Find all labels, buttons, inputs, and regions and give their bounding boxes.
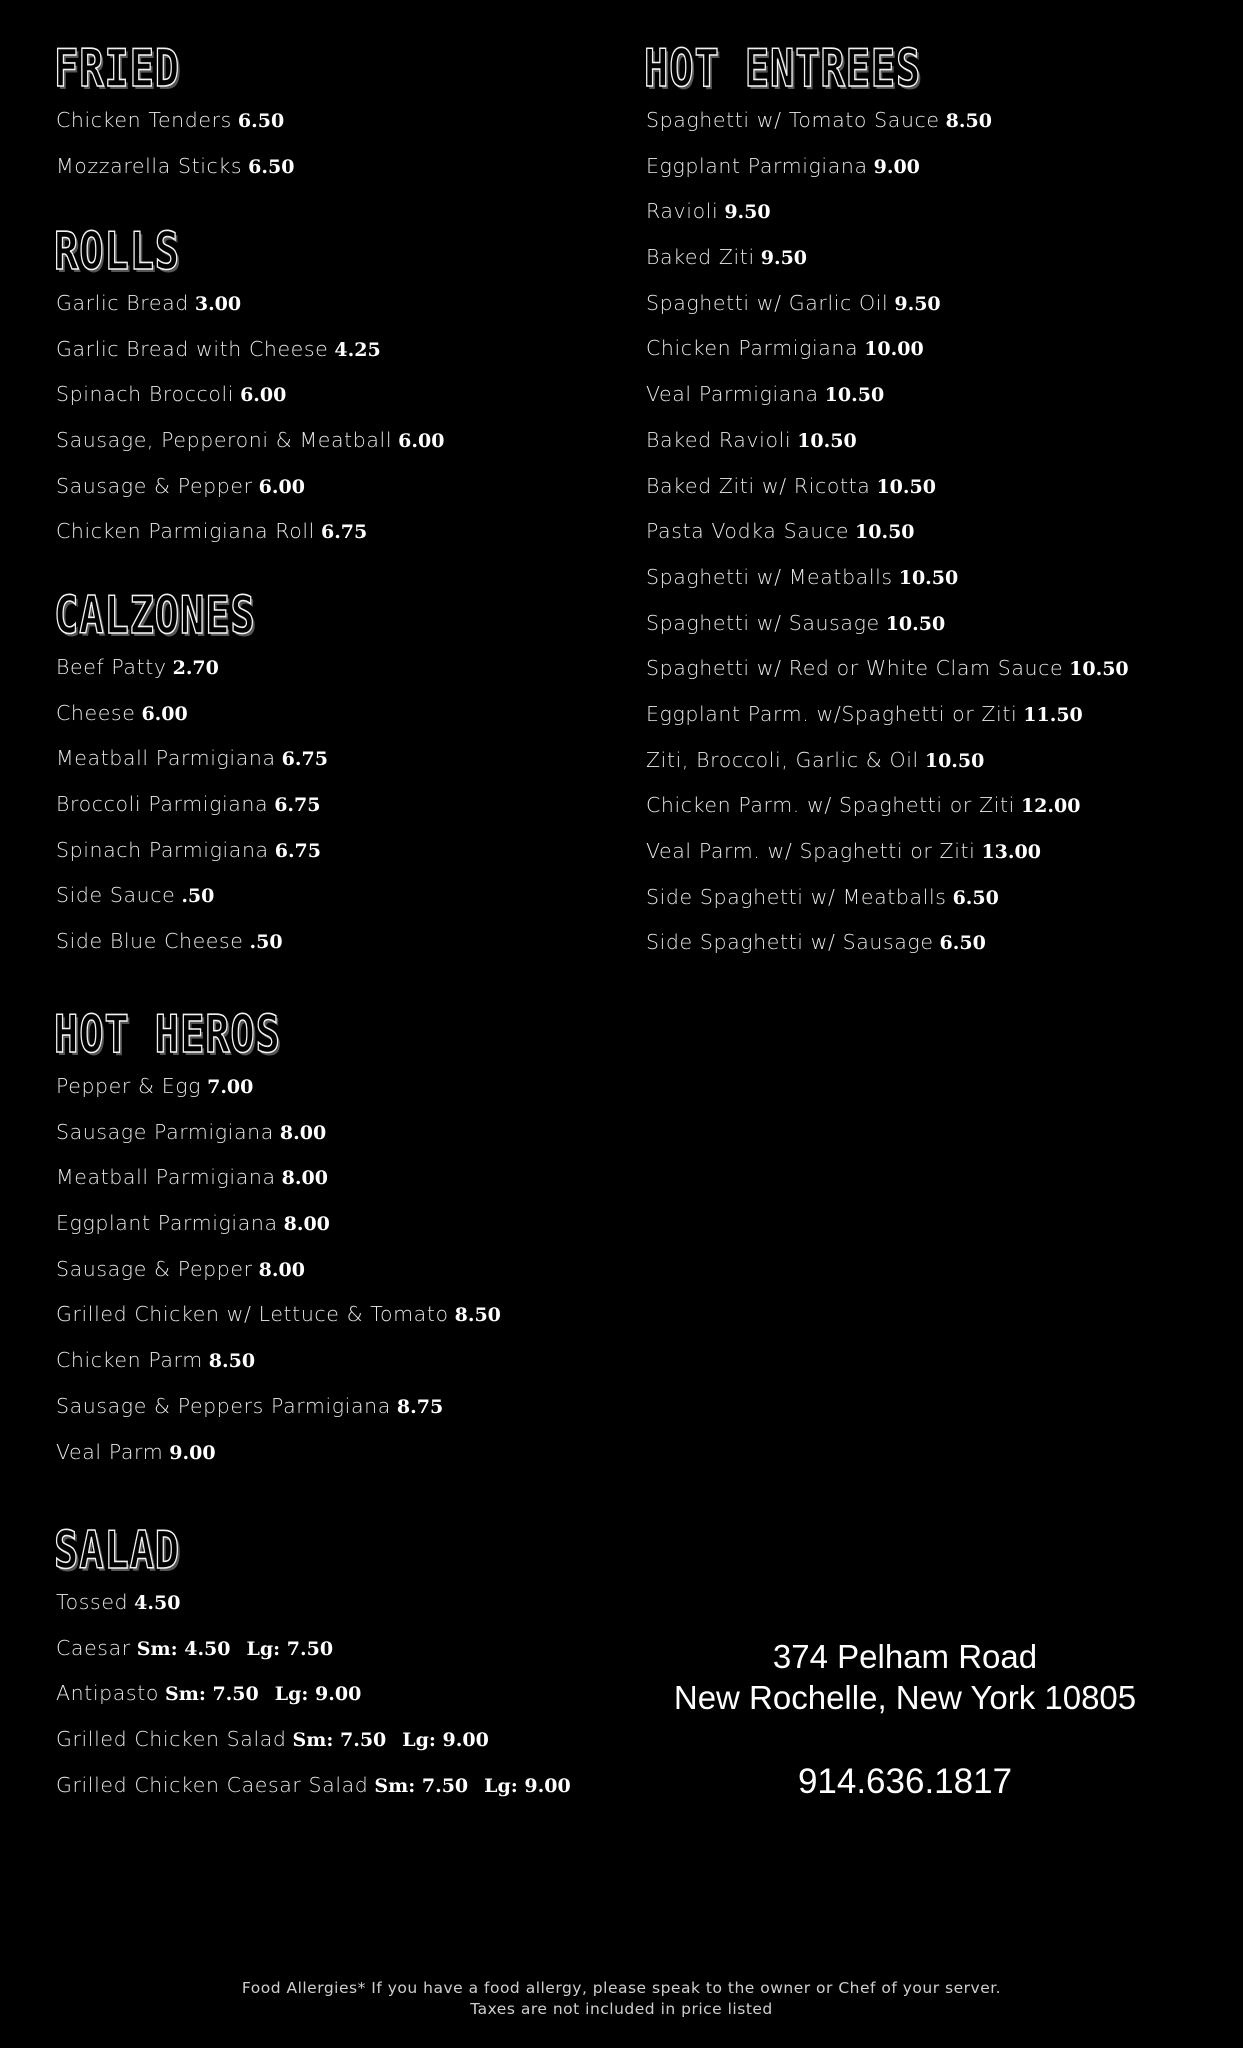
- menu-item: [646, 692, 1129, 738]
- menu-item: [56, 1155, 501, 1201]
- menu-item-price: 6.50: [939, 932, 986, 955]
- menu-item-name: Veal Parmigiana: [646, 382, 819, 407]
- menu-item: [56, 1384, 501, 1430]
- menu-item-price: Sm: 4.50: [136, 1637, 231, 1660]
- menu-item-price: 6.50: [952, 886, 999, 909]
- menu-item: [56, 1201, 501, 1247]
- menu-item-price: 11.50: [1023, 703, 1083, 726]
- menu-item-price: 8.75: [396, 1395, 444, 1418]
- menu-item-price: 6.50: [237, 110, 285, 132]
- section-calzones: [56, 587, 328, 965]
- menu-item: [646, 144, 1129, 190]
- menu-item-name: Chicken Parmigiana Roll: [56, 519, 315, 544]
- menu-item-price: 8.50: [945, 110, 992, 132]
- menu-item: [56, 281, 444, 327]
- menu-item-name: Sausage & Peppers Parmigiana: [56, 1393, 391, 1418]
- menu-item: [56, 418, 444, 464]
- menu-list: [56, 1580, 571, 1808]
- menu-item: [56, 736, 328, 782]
- menu-item-name: Chicken Tenders: [56, 108, 232, 132]
- section-heading: FRIED: [54, 39, 181, 99]
- section-hot-entrees: [646, 40, 1129, 966]
- menu-item: [646, 509, 1129, 555]
- menu-item-name: Side Spaghetti w/ Sausage: [646, 930, 934, 955]
- menu-item-name: Mozzarella Sticks: [56, 153, 243, 178]
- menu-item-price: 4.25: [334, 338, 381, 361]
- menu-item: [646, 738, 1129, 784]
- menu-item-price: 9.50: [724, 201, 771, 224]
- footer-notice: [0, 1978, 1243, 2020]
- menu-item: [56, 1064, 501, 1110]
- menu-item-price: 10.50: [876, 475, 936, 498]
- section-hot-heros: [56, 1006, 501, 1475]
- menu-item: [646, 555, 1129, 601]
- menu-item-name: Veal Parm. w/ Spaghetti or Ziti: [646, 839, 976, 863]
- section-fried: [56, 40, 294, 189]
- menu-item: [56, 98, 294, 144]
- menu-item: [56, 919, 328, 965]
- menu-item: [56, 1338, 501, 1384]
- menu-item-name: Caesar: [56, 1635, 131, 1660]
- menu-item-price: 6.50: [248, 155, 295, 178]
- menu-item-price: 10.50: [885, 612, 946, 635]
- menu-item-price: 6.75: [274, 839, 321, 862]
- menu-item: [646, 372, 1129, 418]
- menu-item-price: 6.75: [274, 794, 321, 817]
- menu-item-name: Baked Ziti w/ Ricotta: [646, 473, 871, 498]
- section-heading: ROLLS: [54, 222, 181, 282]
- address-line-2: New Rochelle, New York 10805: [673, 1679, 1137, 1716]
- menu-item-price: 4.50: [134, 1592, 181, 1614]
- menu-item-price: Sm: 7.50: [165, 1683, 259, 1706]
- section-heading: HOT HEROS: [54, 1005, 281, 1065]
- menu-item-price: 10.50: [898, 566, 959, 589]
- menu-item: [646, 281, 1129, 327]
- menu-item: [56, 464, 444, 510]
- phone-number: 914.636.1817: [797, 1762, 1013, 1801]
- menu-item-name: Meatball Parmigiana: [56, 1165, 276, 1190]
- menu-item-price: 6.00: [258, 475, 305, 498]
- menu-item-price: .50: [181, 885, 215, 908]
- menu-item: [56, 1717, 571, 1763]
- menu-item-price: 9.00: [873, 155, 920, 178]
- menu-item-name: Spaghetti w/ Meatballs: [646, 564, 893, 589]
- menu-item-name: Pepper & Egg: [56, 1074, 202, 1098]
- menu-item-name: Grilled Chicken w/ Lettuce & Tomato: [56, 1302, 449, 1327]
- menu-item-name: Side Blue Cheese: [56, 929, 244, 954]
- menu-item-price: 13.00: [981, 841, 1041, 863]
- menu-item-price: 6.00: [398, 430, 445, 453]
- section-salad: [56, 1522, 571, 1808]
- menu-item-name: Baked Ziti: [646, 245, 755, 270]
- menu-item-name: Spinach Broccoli: [56, 382, 235, 407]
- menu-item: [56, 509, 444, 555]
- menu-item-name: Sausage & Pepper: [56, 473, 253, 498]
- menu-item-price: 8.00: [258, 1258, 305, 1281]
- menu-item: [646, 829, 1129, 875]
- menu-item: [646, 418, 1129, 464]
- menu-item-price: 10.50: [824, 384, 885, 407]
- menu-item-price: 3.00: [194, 293, 242, 315]
- menu-item-name: Eggplant Parm. w/Spaghetti or Ziti: [646, 701, 1018, 726]
- menu-item: [56, 372, 444, 418]
- menu-item: [56, 1110, 501, 1156]
- tax-notice: Taxes are not included in price listed: [470, 2000, 773, 2018]
- menu-item: [646, 235, 1129, 281]
- menu-item-price: 6.00: [240, 384, 287, 407]
- menu-list: [56, 281, 444, 555]
- menu-item-price-large: Lg: 9.00: [484, 1774, 571, 1797]
- menu-item-name: Grilled Chicken Salad: [56, 1727, 287, 1752]
- menu-item-price-large: Lg: 7.50: [246, 1637, 334, 1660]
- menu-item-price: 8.00: [279, 1121, 327, 1144]
- menu-item-name: Spaghetti w/ Garlic Oil: [646, 290, 889, 315]
- menu-item: [56, 144, 294, 190]
- menu-item-price: Sm: 7.50: [292, 1729, 387, 1752]
- section-heading: CALZONES: [54, 586, 256, 646]
- menu-item-price-large: Lg: 9.00: [274, 1683, 362, 1706]
- menu-item-price: 6.00: [141, 702, 188, 725]
- menu-item-name: Side Sauce: [56, 883, 176, 908]
- menu-item-name: Antipasto: [56, 1681, 159, 1706]
- menu-item: [646, 920, 1129, 966]
- menu-item-name: Side Spaghetti w/ Meatballs: [646, 884, 947, 909]
- menu-item: [56, 691, 328, 737]
- menu-item: [646, 464, 1129, 510]
- menu-item-name: Spaghetti w/ Red or White Clam Sauce: [646, 656, 1064, 681]
- menu-item-name: Spaghetti w/ Sausage: [646, 610, 880, 635]
- menu-item-name: Garlic Bread: [56, 291, 189, 315]
- menu-item: [56, 782, 328, 828]
- menu-item-name: Eggplant Parmigiana: [646, 153, 868, 178]
- menu-item: [56, 1763, 571, 1809]
- menu-item-price: 2.70: [172, 657, 219, 679]
- menu-list: [56, 645, 328, 965]
- menu-item-price: 9.50: [894, 292, 941, 315]
- menu-item-name: Eggplant Parmigiana: [56, 1211, 278, 1236]
- menu-item-name: Sausage Parmigiana: [56, 1119, 274, 1144]
- menu-item-name: Tossed: [56, 1590, 129, 1614]
- menu-item-price: 8.50: [208, 1350, 256, 1373]
- menu-item: [646, 783, 1129, 829]
- menu-item-name: Ziti, Broccoli, Garlic & Oil: [646, 747, 919, 772]
- menu-item-price: 10.50: [1069, 658, 1129, 681]
- menu-item-name: Meatball Parmigiana: [56, 746, 276, 771]
- section-heading: HOT ENTREES: [644, 39, 922, 99]
- menu-list: [646, 98, 1129, 966]
- menu-item-name: Chicken Parm. w/ Spaghetti or Ziti: [646, 793, 1015, 818]
- menu-item-price: 8.00: [283, 1213, 330, 1236]
- menu-item-price-large: Lg: 9.00: [402, 1729, 489, 1752]
- menu-item: [646, 98, 1129, 144]
- menu-item-name: Baked Ravioli: [646, 427, 792, 452]
- menu-item-name: Cheese: [56, 700, 136, 725]
- menu-item-name: Veal Parm: [56, 1439, 164, 1464]
- menu-item: [646, 326, 1129, 372]
- menu-item: [56, 1430, 501, 1476]
- menu-item: [646, 189, 1129, 235]
- menu-item: [646, 601, 1129, 647]
- menu-item-price: 10.50: [855, 521, 915, 544]
- menu-item-price: 12.00: [1020, 795, 1081, 818]
- menu-item-name: Broccoli Parmigiana: [56, 792, 269, 817]
- menu-item: [56, 828, 328, 874]
- address-line-1: 374 Pelham Road: [772, 1638, 1038, 1675]
- menu-item-name: Chicken Parmigiana: [646, 336, 859, 361]
- menu-item-price: 10.50: [797, 429, 857, 452]
- menu-item-price: .50: [249, 931, 283, 954]
- menu-item-name: Grilled Chicken Caesar Salad: [56, 1772, 369, 1797]
- menu-item-price: Sm: 7.50: [374, 1774, 469, 1797]
- menu-item-price: 7.00: [207, 1076, 254, 1098]
- menu-list: [56, 1064, 501, 1475]
- menu-item: [56, 1626, 571, 1672]
- contact-block: [660, 1636, 1150, 1802]
- menu-item: [56, 645, 328, 691]
- menu-item-price: 10.00: [864, 338, 924, 361]
- menu-item-price: 8.00: [281, 1167, 328, 1190]
- menu-item-price: 6.75: [281, 748, 328, 771]
- section-heading: SALAD: [54, 1521, 181, 1581]
- menu-item: [56, 1247, 501, 1293]
- menu-item: [646, 875, 1129, 921]
- menu-item-name: Spinach Parmigiana: [56, 837, 269, 862]
- menu-item-name: Spaghetti w/ Tomato Sauce: [646, 108, 940, 132]
- menu-item: [56, 873, 328, 919]
- menu-item: [56, 1292, 501, 1338]
- menu-item-name: Pasta Vodka Sauce: [646, 519, 850, 544]
- menu-list: [56, 98, 294, 189]
- menu-item-price: 9.00: [169, 1441, 216, 1464]
- menu-item: [56, 1580, 571, 1626]
- menu-item-name: Sausage, Pepperoni & Meatball: [56, 428, 393, 453]
- menu-item: [56, 327, 444, 373]
- menu-item-name: Ravioli: [646, 199, 719, 224]
- menu-item-name: Beef Patty: [56, 655, 167, 679]
- menu-item-price: 9.50: [760, 247, 808, 270]
- menu-item: [646, 646, 1129, 692]
- menu-item-price: 10.50: [924, 749, 985, 772]
- allergy-notice: Food Allergies* If you have a food allergy, please speak to the owner or Chef of your server.: [241, 1979, 1002, 1997]
- menu-item-name: Garlic Bread with Cheese: [56, 336, 329, 361]
- menu-item: [56, 1671, 571, 1717]
- menu-item-price: 6.75: [320, 521, 368, 544]
- section-rolls: [56, 223, 444, 555]
- menu-item-name: Sausage & Pepper: [56, 1256, 253, 1281]
- menu-item-price: 8.50: [454, 1304, 501, 1327]
- menu-item-name: Chicken Parm: [56, 1348, 203, 1373]
